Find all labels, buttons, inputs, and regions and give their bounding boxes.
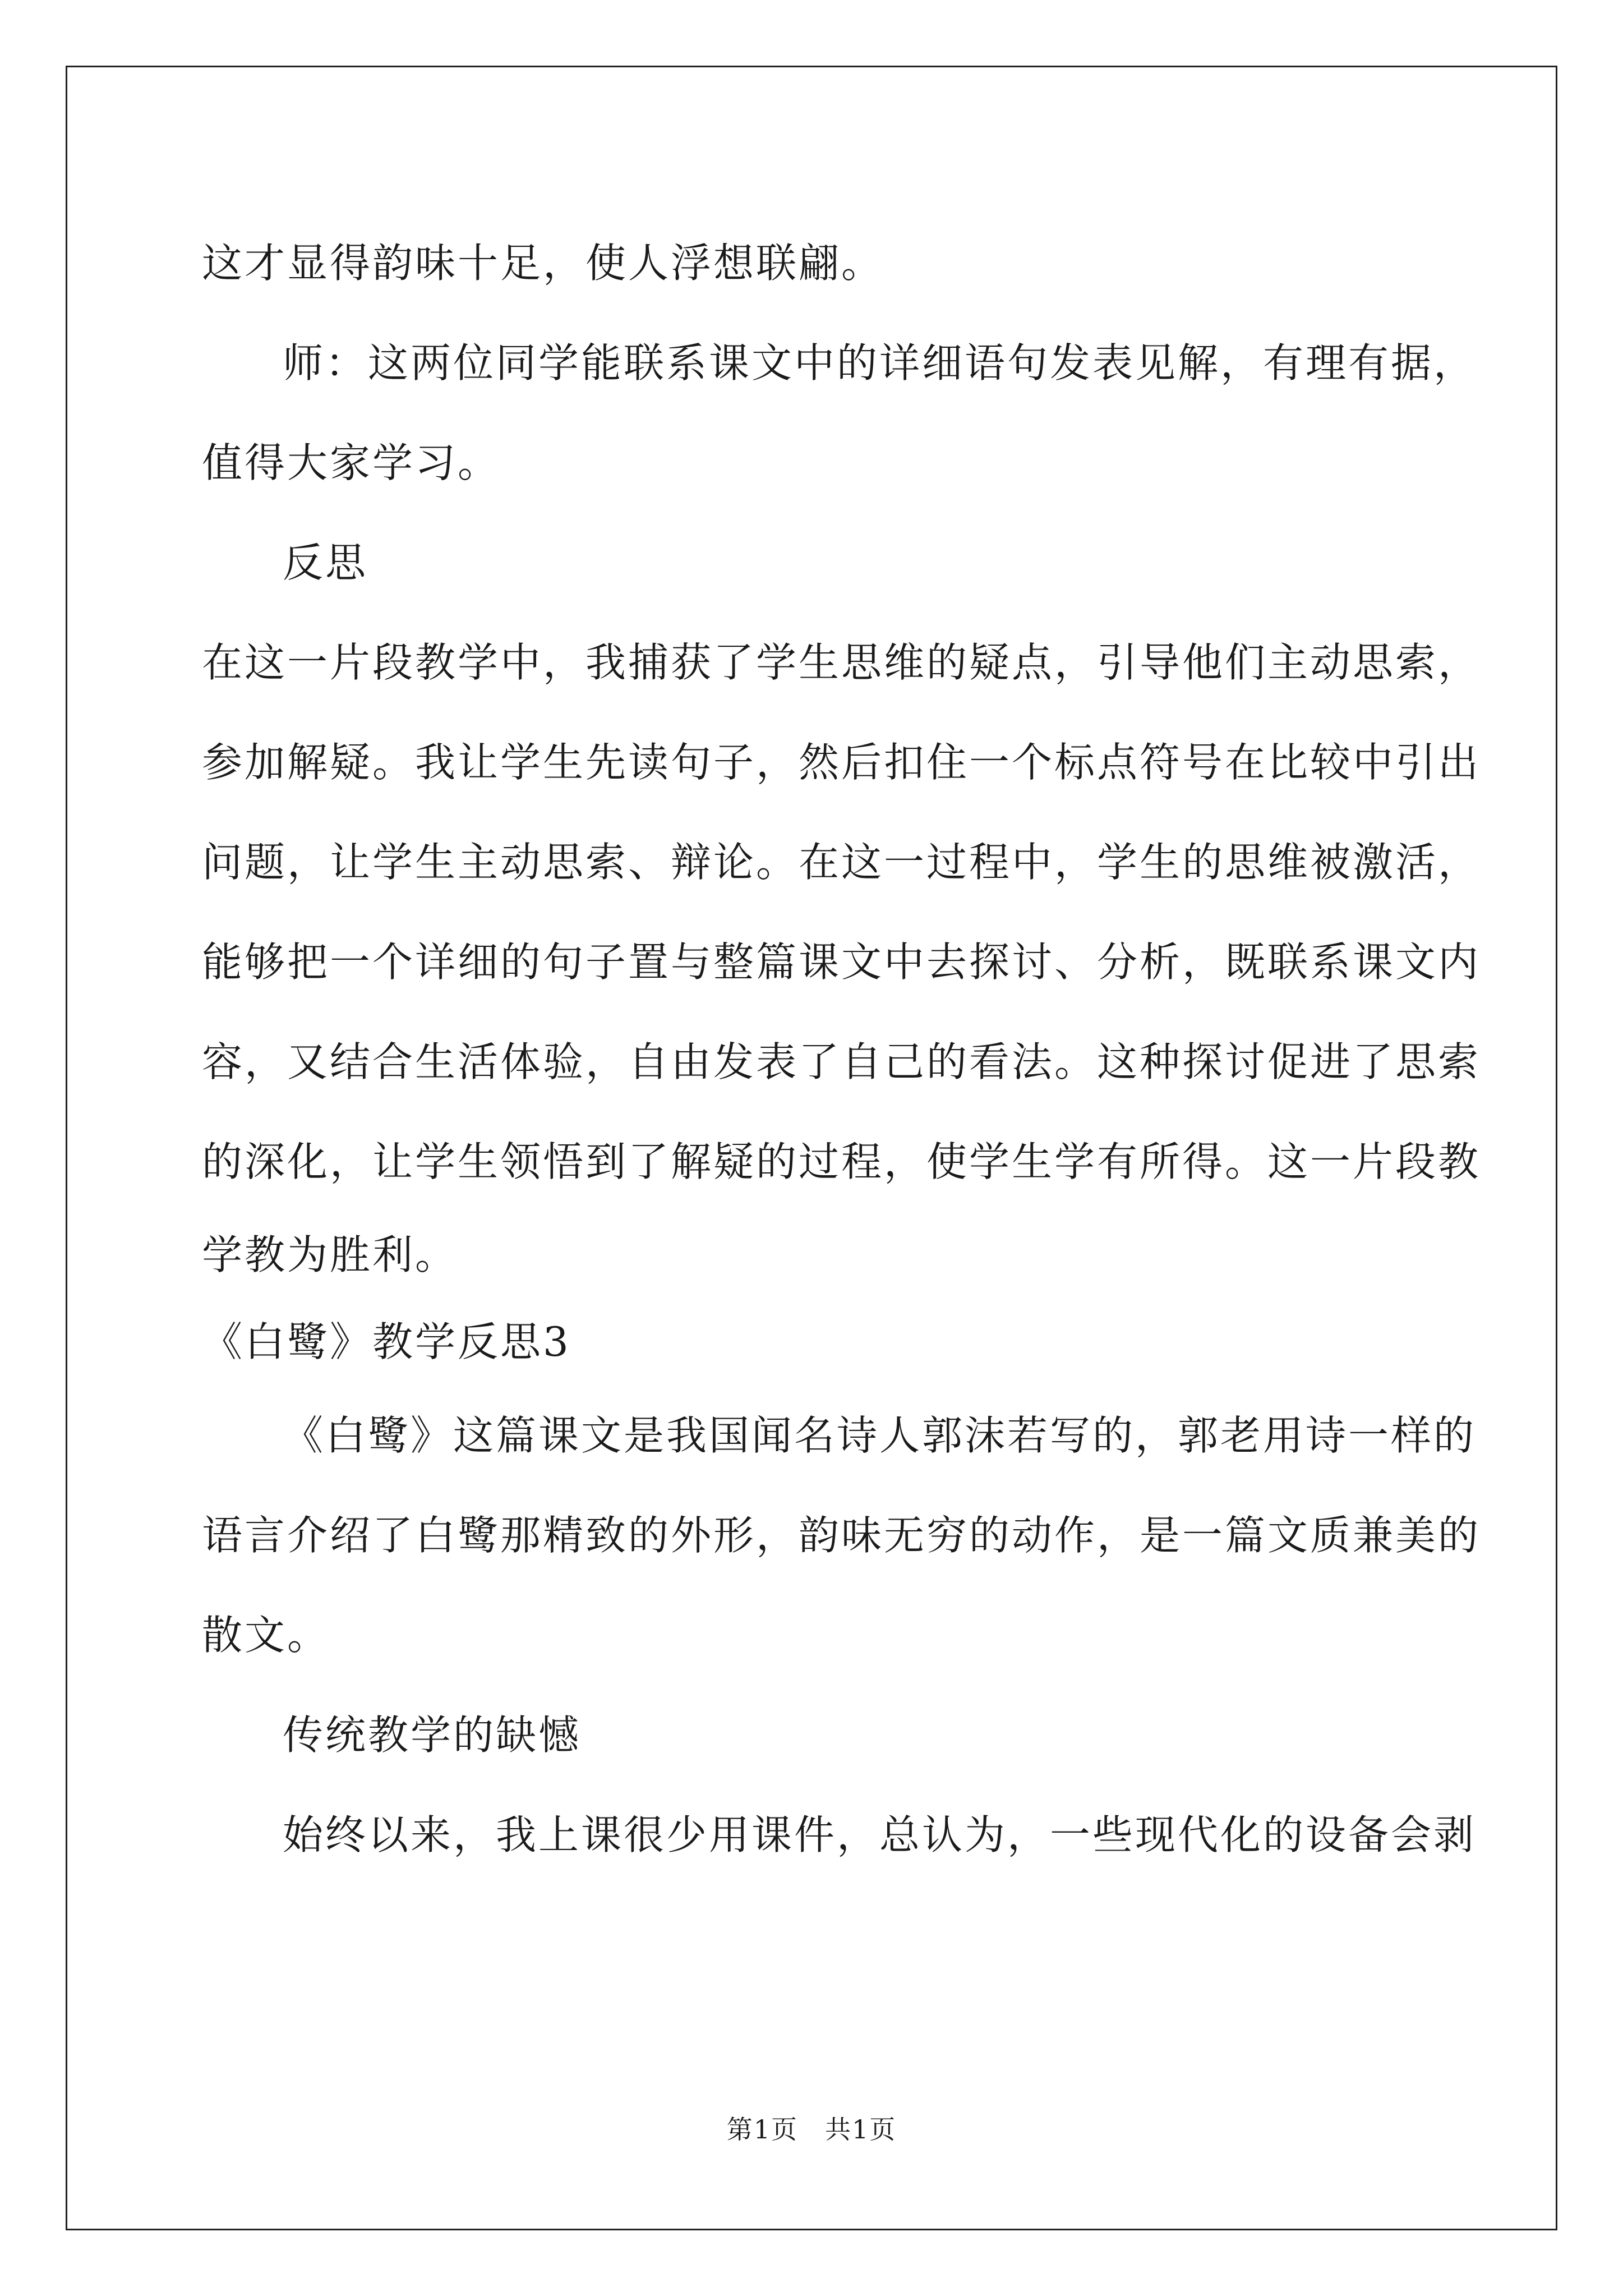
section-heading: 传统教学的缺憾 — [283, 1711, 582, 1759]
section-heading: 反思 — [283, 539, 368, 586]
document-body — [202, 213, 1481, 1885]
paragraph-line: 散文。 — [202, 1612, 330, 1659]
paragraph-line: 参加解疑。我让学生先读句子，然后扣住一个标点符号在比较中引出 — [202, 739, 1481, 786]
paragraph-line: 《白鹭》这篇课文是我国闻名诗人郭沫若写的，郭老用诗一样的 — [283, 1412, 1477, 1459]
paragraph-line: 值得大家学习。 — [202, 439, 501, 486]
paragraph-line: 学教为胜利。 — [202, 1231, 458, 1278]
paragraph-line: 语言介绍了白鹭那精致的外形，韵味无穷的动作，是一篇文质兼美的 — [202, 1512, 1481, 1559]
paragraph-line: 能够把一个详细的句子置与整篇课文中去探讨、分析，既联系课文内 — [202, 938, 1481, 986]
paragraph-line: 容，又结合生活体验，自由发表了自己的看法。这种探讨促进了思索 — [202, 1038, 1481, 1085]
paragraph-line: 师：这两位同学能联系课文中的详细语句发表见解，有理有据， — [283, 339, 1477, 386]
paragraph-line: 在这一片段教学中，我捕获了学生思维的疑点，引导他们主动思索， — [202, 639, 1481, 686]
paragraph-line: 始终以来，我上课很少用课件，总认为，一些现代化的设备会剥 — [283, 1811, 1477, 1858]
paragraph-line: 的深化，让学生领悟到了解疑的过程，使学生学有所得。这一片段教 — [202, 1138, 1481, 1185]
paragraph-line: 这才显得韵味十足，使人浮想联翩。 — [202, 240, 884, 287]
page-footer: 第1页 共1页 — [726, 2114, 897, 2145]
article-title: 《白鹭》教学反思3 — [202, 1318, 571, 1365]
paragraph-line: 问题，让学生主动思索、辩论。在这一过程中，学生的思维被激活， — [202, 839, 1481, 886]
